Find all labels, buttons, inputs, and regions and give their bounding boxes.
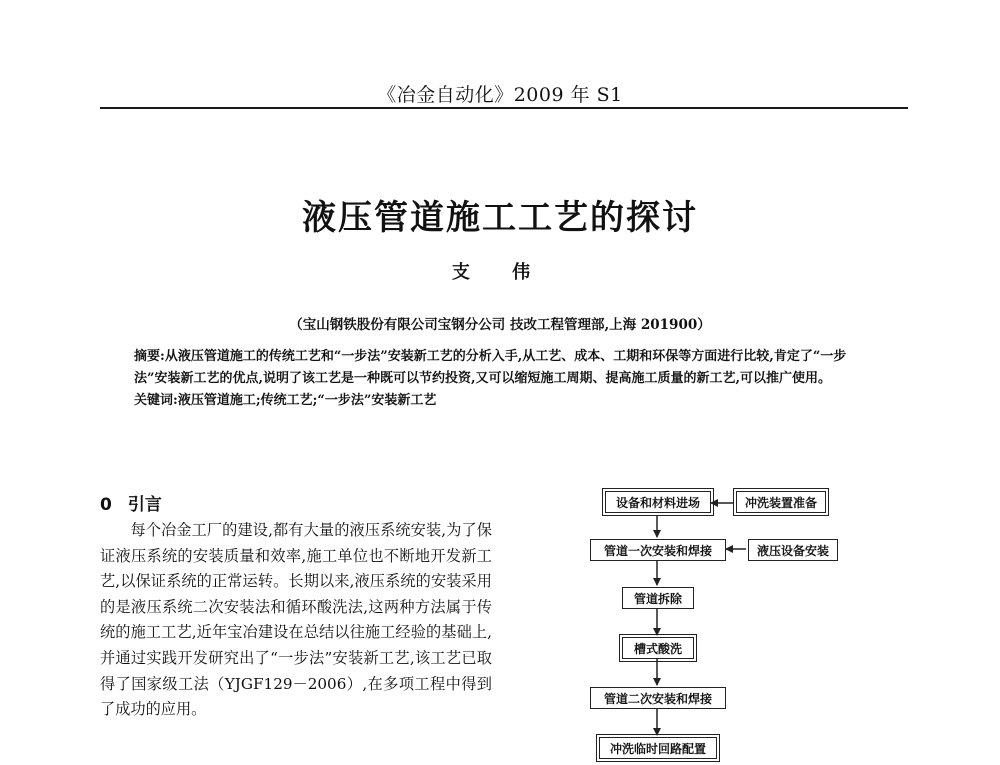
paper-title: 液压管道施工工艺的探讨 xyxy=(302,198,698,238)
flow-step-4: 槽式酸洗 xyxy=(622,637,694,659)
affiliation: （宝山钢铁股份有限公司宝钢分公司 技改工程管理部,上海 201900） xyxy=(289,317,711,333)
keywords xyxy=(134,390,878,412)
abstract-text: 从液压管道施工的传统工艺和“一步法”安装新工艺的分析入手,从工艺、成本、工期和环保等方面进行比较,肯定了“一步法”安装新工艺的优点,说明了该工艺是一种既可以节约投资,又可以缩短施工周期、提高施工质量的新工艺,可以推广使用。 xyxy=(134,349,847,386)
section-body xyxy=(100,518,492,723)
section-title: 引言 xyxy=(127,495,162,515)
section-number: 0 xyxy=(100,495,112,515)
journal-header: 《冶金自动化》2009 年 S1 xyxy=(377,84,623,106)
flow-side-1: 冲洗装置准备 xyxy=(736,491,826,513)
flow-step-3: 管道拆除 xyxy=(622,587,694,609)
section-heading xyxy=(100,490,162,515)
flowchart-arrows xyxy=(560,485,860,765)
flow-side-2: 液压设备安装 xyxy=(748,539,838,561)
header-rule xyxy=(100,107,908,109)
flow-step-6: 冲洗临时回路配置 xyxy=(599,737,717,759)
intro-paragraph: 每个冶金工厂的建设,都有大量的液压系统安装,为了保证液压系统的安装质量和效率,施工单位也不断地开发新工艺,以保证系统的正常运转。长期以来,液压系统的安装采用的是液压系统二次安装法和循环酸洗法,这两种方法属于传统的施工工艺,近年宝冶建设在总结以往施工经验的基础上,并通过实践开发研究出了“一步法”安装新工艺,该工艺已取得了国家级工法（YJGF129－2006）,在多项工程中得到了成功的应用。 xyxy=(100,521,492,719)
abstract xyxy=(134,346,878,390)
author: 支 伟 xyxy=(451,262,549,283)
flow-step-5: 管道二次安装和焊接 xyxy=(590,687,726,709)
keywords-label: 关键词: xyxy=(134,393,178,408)
keywords-text: 液压管道施工;传统工艺;“一步法”安装新工艺 xyxy=(177,393,437,408)
process-flowchart xyxy=(560,485,860,765)
abstract-block xyxy=(134,346,878,412)
flow-step-2: 管道一次安装和焊接 xyxy=(590,539,726,561)
flow-step-1: 设备和材料进场 xyxy=(605,491,711,513)
abstract-label: 摘要: xyxy=(134,349,165,364)
